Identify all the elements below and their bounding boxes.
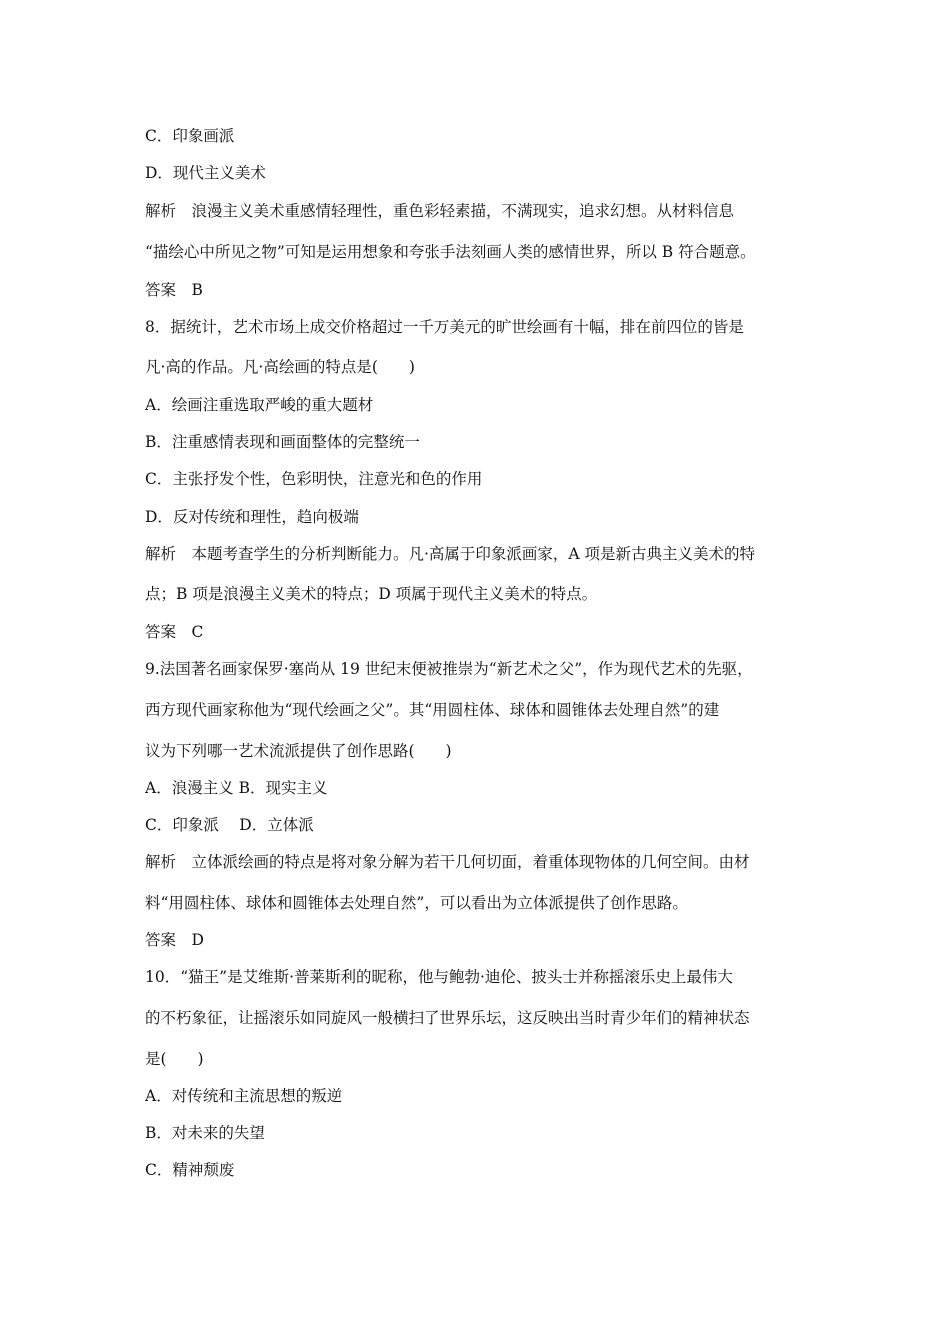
answer-7: 答案 B (145, 281, 203, 299)
question-10-option-b: B．对未来的失望 (145, 1124, 265, 1142)
analysis-9-line-1: 解析 立体派绘画的特点是将对象分解为若干几何切面，着重体现物体的几何空间。由材 (145, 853, 750, 871)
question-8-line-1: 8．据统计，艺术市场上成交价格超过一千万美元的旷世绘画有十幅，排在前四位的皆是 (145, 318, 744, 336)
question-10-option-a: A．对传统和主流思想的叛逆 (145, 1087, 343, 1105)
question-8-option-b: B．注重感情表现和画面整体的完整统一 (145, 433, 420, 451)
question-10-option-c: C．精神颓废 (145, 1161, 235, 1179)
question-9-options-cd: C．印象派 D．立体派 (145, 816, 314, 834)
analysis-8-line-2: 点；B 项是浪漫主义美术的特点；D 项属于现代主义美术的特点。 (145, 585, 598, 603)
analysis-7-line-1: 解析 浪漫主义美术重感情轻理性，重色彩轻素描，不满现实，追求幻想。从材料信息 (145, 202, 735, 220)
analysis-8-line-1: 解析 本题考查学生的分析判断能力。凡·高属于印象派画家，A 项是新古典主义美术的特 (145, 545, 756, 563)
question-9-line-1: 9.法国著名画家保罗·塞尚从 19 世纪末便被推崇为“新艺术之父”，作为现代艺术的先驱， (145, 660, 753, 678)
question-9-line-2: 西方现代画家称他为“现代绘画之父”。其“用圆柱体、球体和圆锥体去处理自然”的建 (145, 701, 720, 719)
question-8-line-2: 凡·高的作品。凡·高绘画的特点是( ) (145, 358, 415, 376)
question-8-option-c: C．主张抒发个性，色彩明快，注意光和色的作用 (145, 470, 483, 488)
question-8-option-a: A．绘画注重选取严峻的重大题材 (145, 396, 374, 414)
question-10-line-3: 是( ) (145, 1050, 204, 1068)
option-d-modernism: D．现代主义美术 (145, 164, 266, 182)
answer-9: 答案 D (145, 931, 204, 949)
analysis-7-line-2: “描绘心中所见之物”可知是运用想象和夸张手法刻画人类的感情世界，所以 B 符合题意。 (145, 243, 756, 261)
question-10-line-1: 10．“猫王”是艾维斯·普莱斯利的昵称，他与鲍勃·迪伦、披头士并称摇滚乐史上最伟大 (145, 968, 733, 986)
question-9-options-ab: A．浪漫主义 B．现实主义 (145, 779, 328, 797)
question-8-option-d: D．反对传统和理性，趋向极端 (145, 508, 359, 526)
question-9-line-3: 议为下列哪一艺术流派提供了创作思路( ) (145, 742, 452, 760)
answer-8: 答案 C (145, 623, 204, 641)
option-c-impressionism: C．印象画派 (145, 127, 235, 145)
question-10-line-2: 的不朽象征，让摇滚乐如同旋风一般横扫了世界乐坛，这反映出当时青少年们的精神状态 (145, 1009, 750, 1027)
analysis-9-line-2: 料“用圆柱体、球体和圆锥体去处理自然”，可以看出为立体派提供了创作思路。 (145, 894, 688, 912)
